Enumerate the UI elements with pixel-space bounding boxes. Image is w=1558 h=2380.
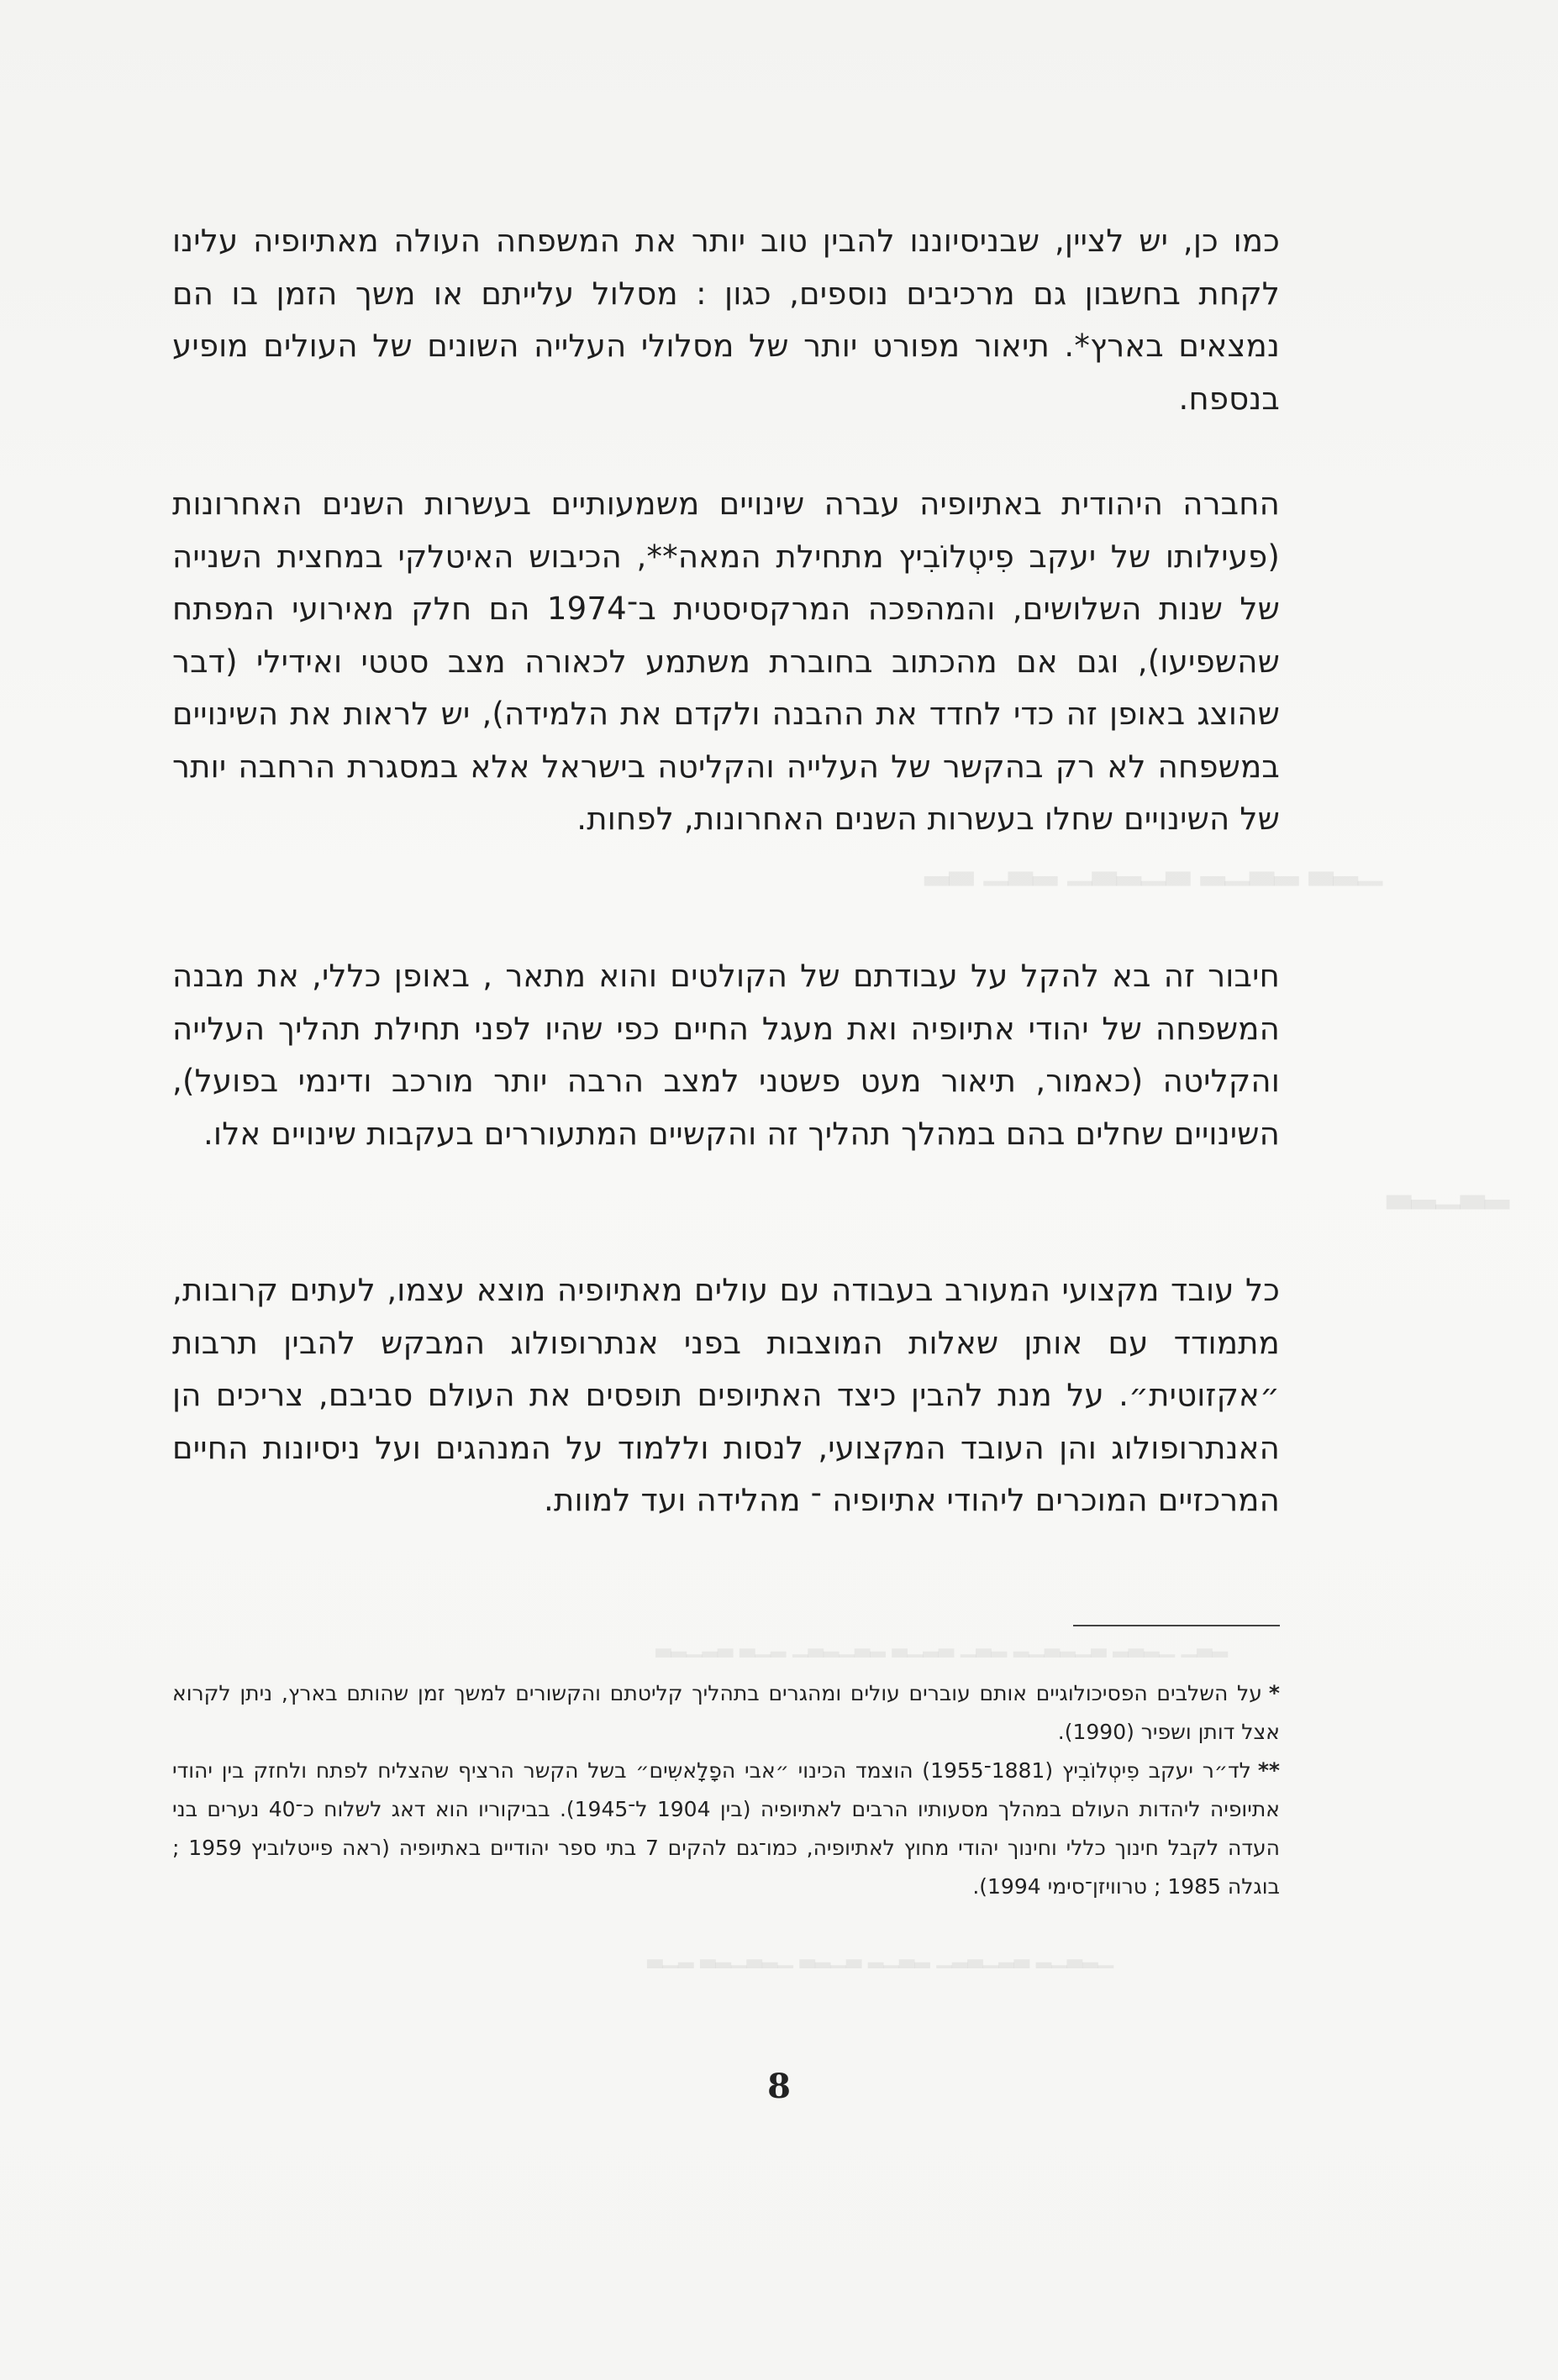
- footnote-mark: **: [1257, 1758, 1281, 1783]
- show-through-text: ▁▂▃ ▂▃▁▂ ▃▁▂▃▁ ▂▃▁ ▃▂: [924, 848, 1383, 885]
- paragraph-community-changes: החברה היהודית באתיופיה עברה שינויים משמעותיים בעשרות השנים האחרונות (פעילותו של יעקב פִיטְלוֹבִיץ מתחילת המאה**, הכיבוש האיטלקי במחצית השנייה של שנות השלושים, והמהפכה המרקסיסטית ב־1974 הם חלק מאירועי המפתח שהשפיעו), וגם אם מהכתוב בחוברת משתמע לכאורה מצב סטטי ואידילי (דבר שהוצג באופן זה כדי לחדד את ההבנה ולקדם את הלמידה), יש לראות את השינויים במשפחה לא רק בהקשר של העלייה והקליטה בישראל אלא במסגרת הרחבה יותר של השינויים שחלו בעשרות השנים האחרונות, לפחות.: [172, 486, 1280, 837]
- show-through-text: ▁▂▃▁▂ ▃▂▁▃▂▁ ▂▃▁▂ ▃▁▂▃ ▁▂▃▁▂▃ ▂▁▃: [647, 1945, 1113, 1968]
- show-through-text: ▂▃▁ ▁▂▃▂ ▃▁▂▃▁▂ ▂▃▁ ▃▂▁▃ ▂▃▁▂▃▁ ▂▁▃ ▃▂▁▂▃: [655, 1634, 1228, 1658]
- paragraph-professional-worker: כל עובד מקצועי המעורב בעבודה עם עולים מאתיופיה מוצא עצמו, לעתים קרובות, מתמודד עם אותן שאלות המוצבות בפני אנתרופולוג המבקש להבין תרבות ״אקזוטית״. על מנת להבין כיצד האתיופים תופסים את העולם סביבם, צריכים הן האנתרופולוג והן העובד המקצועי, לנסות וללמוד על המנהגים ועל ניסיונות החיים המרכזיים המוכרים ליהודי אתיופיה ־ מהלידה ועד למוות.: [172, 1272, 1280, 1518]
- footnote-divider: [1073, 1625, 1280, 1626]
- footnotes: [172, 1674, 1280, 1906]
- page-number: 8: [767, 2067, 791, 2106]
- paragraph-absorption-path: כמו כן, יש לציין, שבניסיוננו להבין טוב יותר את המשפחה העולה מאתיופיה עלינו לקחת בחשבון גם מרכיבים נוספים, כגון : מסלול עלייתם או משך הזמן בו הם נמצאים בארץ*. תיאור מפורט יותר של מסלולי העלייה השונים של העולים מופיע בנספח.: [172, 223, 1280, 417]
- footnote: [172, 1674, 1280, 1752]
- footnote-text: לד״ר יעקב פִיטְלוֹבִיץ (1881־1955) הוצמד הכינוי ״אבי הפָלָאשִים״ בשל הקשר הרציף שהצליח לפתח ולחזק בין יהודי אתיופיה ליהדות העולם במהלך מסעותיו הרבים לאתיופיה (בין 1904 ל־1945). בביקוריו הוא דאג לשלוח כ־40 נערים בני העדה לקבל חינוך כללי וחינוך יהודי מחוץ לאתיופיה, כמו־גם להקים 7 בתי ספר יהודיים באתיופיה (ראה פייטלוביץ 1959 ; בוגלה 1985 ; טרוויזן־סימי 1994).: [172, 1758, 1280, 1899]
- show-through-text: ▂▃▁▂▃: [1387, 1172, 1510, 1209]
- footnote: [172, 1752, 1280, 1906]
- footnote-mark: *: [1268, 1681, 1280, 1705]
- paragraph-booklet-purpose: חיבור זה בא להקל על עבודתם של הקולטים והוא מתאר , באופן כללי, את מבנה המשפחה של יהודי אתיופיה ואת מעגל החיים כפי שהיו לפני תחילת תהליך העלייה והקליטה (כאמור, תיאור מעט פשטני למצב הרבה יותר מורכב ודינמי בפועל), השינויים שחלים בהם במהלך תהליך זה והקשיים המתעוררים בעקבות שינויים אלו.: [172, 958, 1280, 1152]
- footnote-text: על השלבים הפסיכולוגיים אותם עוברים עולים ומהגרים בתהליך קליטתם והקשורים למשך זמן שהותם בארץ, ניתן לקרוא אצל דותן ושפיר (1990).: [172, 1681, 1280, 1744]
